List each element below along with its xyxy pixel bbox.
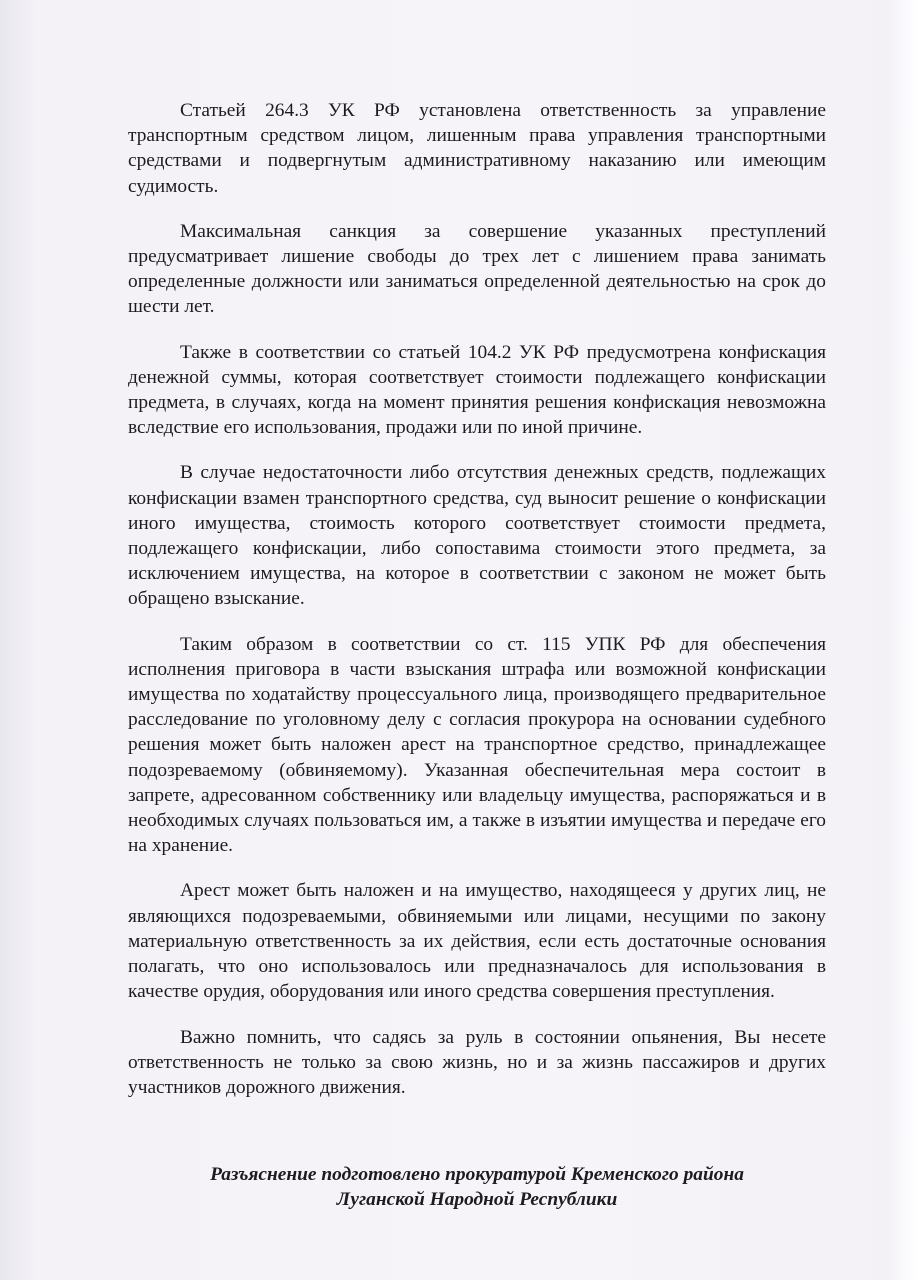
paragraph-2: Максимальная санкция за совершение указанных преступлений предусматривает лишение свободы до трех лет с лишением права занимать определенные должности или заниматься определенной деятельностью на срок до шести лет. (128, 220, 826, 318)
paragraph-4: В случае недостаточности либо отсутствия денежных средств, подлежащих конфискации взамен транспортного средства, суд выносит решение о конфискации иного имущества, стоимость которого соответствует стоимости предмета, подлежащего конфискации, либо сопоставима стоимости этого предмета, за исключением имущества, на которое в соответствии с законом не может быть обращено взыскание. (128, 462, 826, 610)
footer-line-2: Луганской Народной Республики (336, 1189, 618, 1210)
footer-line-1: Разъяснение подготовлено прокуратурой Кременского района (210, 1164, 744, 1185)
paragraph-5: Таким образом в соответствии со ст. 115 УПК РФ для обеспечения исполнения приговора в части взыскания штрафа или возможной конфискации имущества по ходатайству процессуального лица, производящего предварительное расследование по уголовному делу с согласия прокурора на основании судебного решения может быть наложен арест на транспортное средство, принадлежащее подозреваемому (обвиняемому). Указанная обеспечительная мера состоит в запрете, адресованном собственнику или владельцу имущества, распоряжаться и в необходимых случаях пользоваться им, а также в изъятии имущества и передаче его на хранение. (128, 633, 826, 857)
paragraph-1: Статьей 264.3 УК РФ установлена ответственность за управление транспортным средством лицом, лишенным права управления транспортными средствами и подвергнутым административному наказанию или имеющим судимость. (128, 100, 826, 197)
paragraph-6: Арест может быть наложен и на имущество, находящееся у других лиц, не являющихся подозреваемыми, обвиняемыми или лицами, несущими по закону материальную ответственность за их действия, если есть достаточные основания полагать, что оно использовалось или предназначалось для использования в качестве орудия, оборудования или иного средства совершения преступления. (128, 880, 826, 1003)
paragraph-7: Важно помнить, что садясь за руль в состоянии опьянения, Вы несете ответственность не только за свою жизнь, но и за жизнь пассажиров и других участников дорожного движения. (128, 1026, 826, 1098)
document-body (128, 98, 826, 1120)
document-footer (128, 1162, 826, 1212)
page-edge (890, 0, 920, 1280)
paragraph-3: Также в соответствии со статьей 104.2 УК РФ предусмотрена конфискация денежной суммы, которая соответствует стоимости подлежащего конфискации предмета, в случаях, когда на момент принятия решения конфискация невозможна вследствие его использования, продажи или по иной причине. (128, 341, 826, 439)
